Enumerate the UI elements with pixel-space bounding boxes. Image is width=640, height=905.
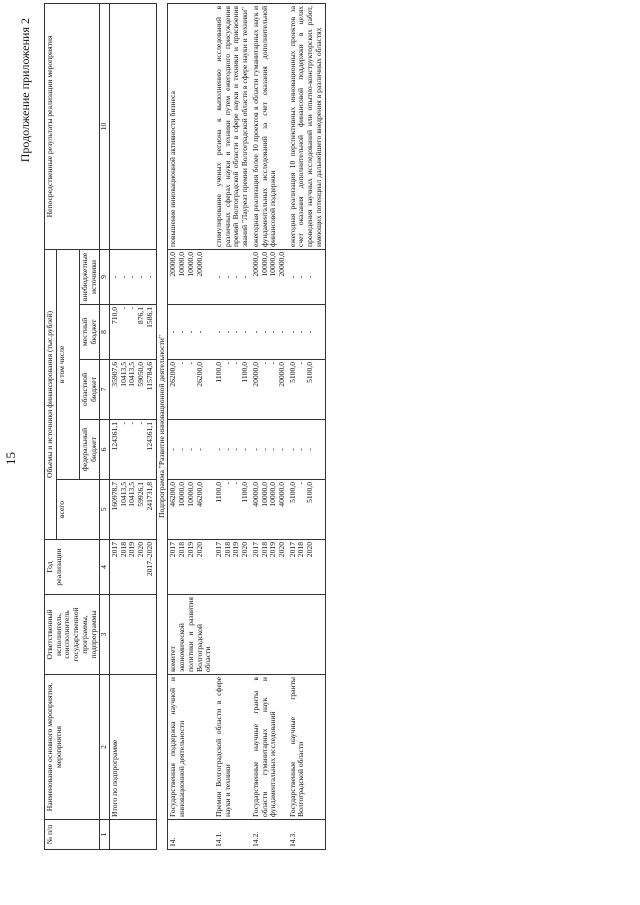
cell-years: 2017 2018 2019 2020 2017–2020 — [110, 540, 157, 595]
cell-regional: 20000,0 - - 20000,0 — [251, 360, 288, 420]
page-number: 15 — [3, 452, 18, 465]
column-index: 9 — [100, 249, 110, 304]
cell-local: 710,0 - - 876,1 1586,1 — [110, 305, 157, 360]
cell-federal: - - - - — [214, 420, 251, 480]
header-extra: внебюджетные источники — [79, 249, 99, 304]
cell-extra: - - - — [288, 249, 325, 304]
cell-num — [110, 820, 157, 850]
cell-regional: 26200,0 - - 26200,0 — [168, 360, 214, 420]
cell-regional: 35907,6 10413,5 10413,5 59050,0 115784,6 — [110, 360, 157, 420]
column-index-row — [100, 3, 110, 849]
continuation-note: Продолжение приложения 2 — [18, 18, 32, 163]
cell-name: Премии Волгоградской области в сфере науки и техники — [214, 675, 251, 820]
subprogram-title: Подпрограмма "Развитие инновационной деятельности" — [156, 3, 168, 849]
cell-federal: - - - - — [168, 420, 214, 480]
cell-local: - - - - — [168, 305, 214, 360]
cell-num: 14. — [168, 820, 214, 850]
cell-extra: 20000,0 10000,0 10000,0 20000,0 — [251, 249, 288, 304]
financing-table — [44, 3, 326, 850]
cell-executor — [251, 595, 288, 675]
column-index: 3 — [100, 595, 110, 675]
cell-num: 14.2. — [251, 820, 288, 850]
cell-local: - - - - — [251, 305, 288, 360]
cell-years: 2017 2018 2019 2020 — [214, 540, 251, 595]
column-index: 6 — [100, 420, 110, 480]
cell-federal: - - - - — [251, 420, 288, 480]
header-results: Непосредственные результаты реализации мероприятия — [45, 3, 100, 249]
header-num: № п/п — [45, 820, 100, 850]
header-financing: Объемы и источники финансирования (тыс.рублей) — [45, 249, 57, 539]
column-index: 2 — [100, 675, 110, 820]
cell-local: - - - — [288, 305, 325, 360]
cell-total: 5100,0 - 5100,0 — [288, 480, 325, 540]
cell-federal: - - - — [288, 420, 325, 480]
table-row — [214, 3, 251, 849]
cell-years: 2017 2018 2019 2020 — [168, 540, 214, 595]
column-index: 1 — [100, 820, 110, 850]
table-row — [251, 3, 288, 849]
cell-result: повышение инновационной активности бизнеса — [168, 3, 214, 249]
cell-result: стимулирование ученых региона к выполнению исследований в различных сферах науки и техники путем ежегодного присуждения премий Волгоградской области в сфере науки и техники и присвоения званий "Лауреат премии Волгоградской области в сфере науки и техники" — [214, 3, 251, 249]
cell-total: 1100,0 - - 1100,0 — [214, 480, 251, 540]
cell-extra: 20000,0 10000,0 10000,0 20000,0 — [168, 249, 214, 304]
header-local: местный бюджет — [79, 305, 99, 360]
cell-result: ежегодная реализация 10 перспективных инновационных проектов за счет оказания дополнительной финансовой поддержки в целях проведения научных исследований или опытно-конструкторских работ, имеющих потенциал дальнейшего внедрения в различных областях — [288, 3, 325, 249]
header-name: Наименование основного мероприятия, мероприятия — [45, 675, 100, 820]
cell-extra: - - - - - — [110, 249, 157, 304]
cell-name: Государственные научные гранты Волгоградской области — [288, 675, 325, 820]
header-year: Год реализации — [45, 540, 100, 595]
cell-total: 40000,0 10000,0 10000,0 40000,0 — [251, 480, 288, 540]
header-total: всего — [56, 480, 100, 540]
column-index: 10 — [100, 3, 110, 249]
header-including: в том числе — [56, 249, 79, 479]
total-row — [110, 3, 157, 849]
column-index: 7 — [100, 360, 110, 420]
cell-local: - - - - — [214, 305, 251, 360]
cell-result — [110, 3, 157, 249]
total-label: Итого по подпрограмме — [110, 675, 157, 820]
table-row — [288, 3, 325, 849]
cell-name: Государственная поддержка научной и инновационной деятельности — [168, 675, 214, 820]
cell-total: 160978,7 10413,5 10413,5 59926,1 241731,8 — [110, 480, 157, 540]
header-federal: федеральный бюджет — [79, 420, 99, 480]
column-index: 5 — [100, 480, 110, 540]
cell-federal: 124361,1 - - - 124361,1 — [110, 420, 157, 480]
cell-total: 46200,0 10000,0 10000,0 46200,0 — [168, 480, 214, 540]
cell-executor — [288, 595, 325, 675]
subprogram-title-row — [156, 3, 168, 849]
cell-num: 14.3. — [288, 820, 325, 850]
cell-regional: 5100,0 - 5100,0 — [288, 360, 325, 420]
table-row — [168, 3, 214, 849]
cell-num: 14.1. — [214, 820, 251, 850]
cell-regional: 1100,0 - - 1100,0 — [214, 360, 251, 420]
header-regional: областной бюджет — [79, 360, 99, 420]
cell-result: ежегодная реализация более 10 проектов в области гуманитарных наук и фундаментальных исследований за счет оказания дополнительной финансовой поддержки — [251, 3, 288, 249]
cell-executor — [214, 595, 251, 675]
header-row-1 — [45, 3, 57, 849]
column-index: 8 — [100, 305, 110, 360]
cell-years: 2017 2018 2020 — [288, 540, 325, 595]
cell-extra: - - - - — [214, 249, 251, 304]
column-index: 4 — [100, 540, 110, 595]
cell-years: 2017 2018 2019 2020 — [251, 540, 288, 595]
cell-executor: комитет экономической политики и развития Волгоградской области — [168, 595, 214, 675]
header-executor: Ответственный исполнитель, соисполнитель государственной программы, подпрограммы — [45, 595, 100, 675]
cell-name: Государственные научные гранты в области гуманитарных наук и фундаментальных исследований — [251, 675, 288, 820]
cell-executor — [110, 595, 157, 675]
